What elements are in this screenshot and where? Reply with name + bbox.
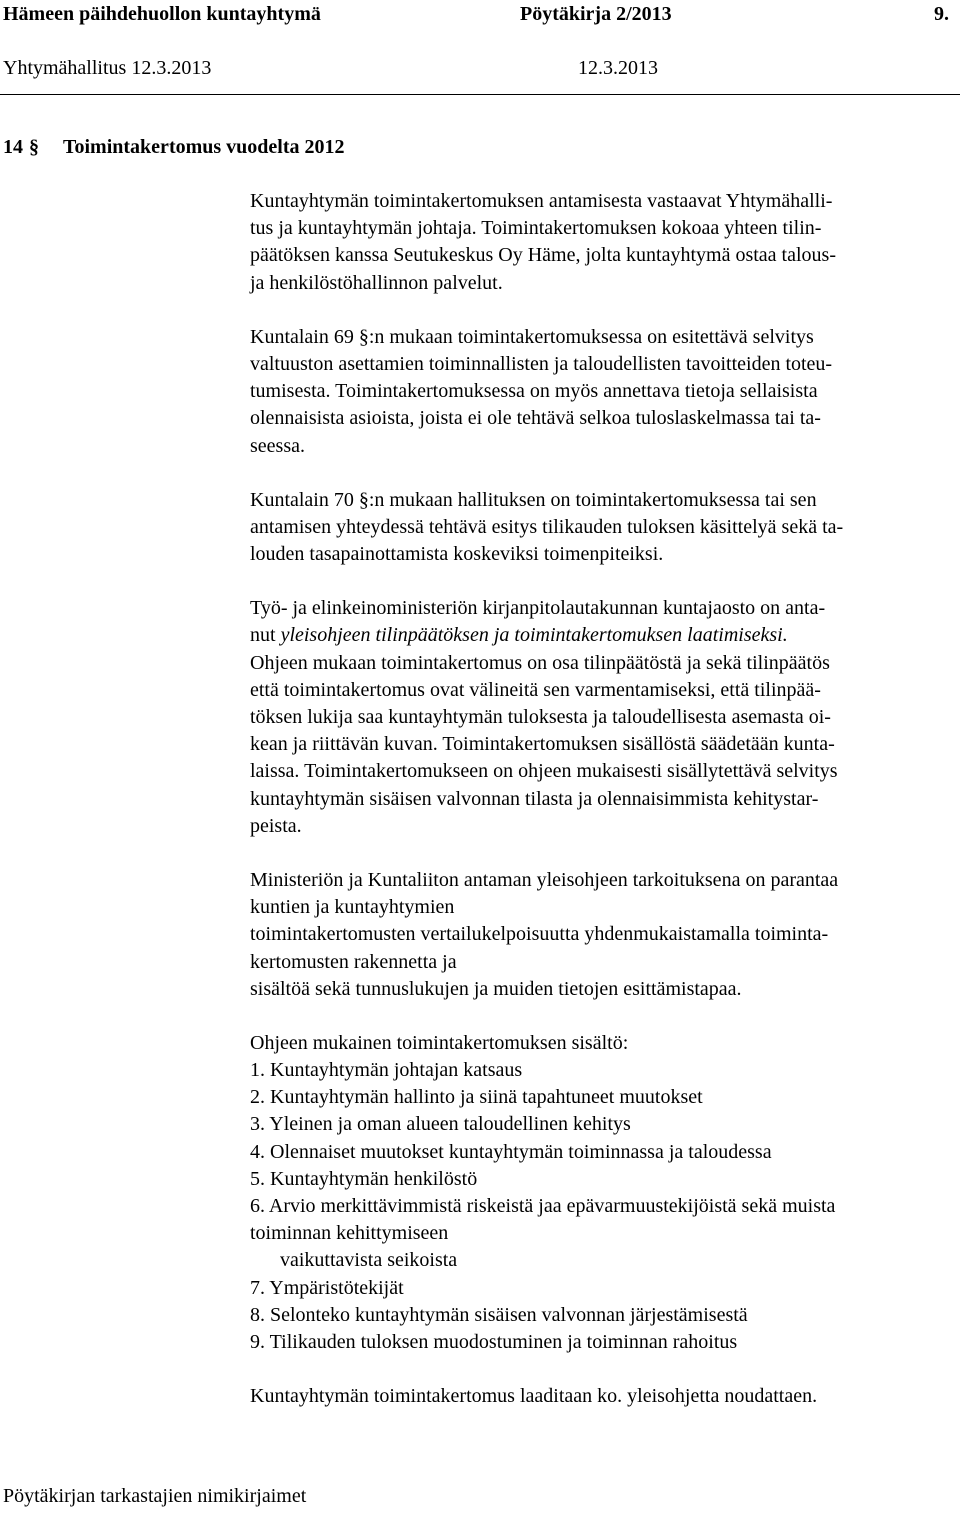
- text-line: kean ja riittävän kuvan. Toimintakertomuksen sisällöstä säädetään kunta-: [250, 733, 835, 756]
- paragraph-gap: [250, 460, 950, 487]
- contents-list: [250, 1030, 950, 1356]
- text-line: olennaisista asioista, joista ei ole tehtävä selkoa tuloslaskelmassa tai ta-: [250, 407, 821, 430]
- text-line: peista.: [250, 814, 302, 837]
- paragraph-4: [250, 595, 950, 840]
- list-item: 6. Arvio merkittävimmistä riskeistä jaa epävarmuustekijöistä sekä muista: [250, 1195, 836, 1217]
- text-line: töksen lukija saa kuntayhtymän tuloksesta ja taloudellisesta asemasta oi-: [250, 706, 831, 728]
- text-line: Ministeriön ja Kuntaliiton antaman yleisohjeen tarkoituksena on parantaa: [250, 868, 839, 891]
- text-line: kuntayhtymän sisäisen valvonnan tilasta ja olennaisimmista kehitystar-: [250, 787, 819, 810]
- text-line: kertomusten rakennetta ja: [250, 950, 457, 973]
- text-line: ja henkilöstöhallinnon palvelut.: [250, 271, 503, 294]
- paragraph-gap: [250, 840, 950, 867]
- text-line: Kuntalain 69 §:n mukaan toimintakertomuksessa on esitettävä selvitys: [250, 325, 814, 348]
- document-title: Pöytäkirja 2/2013: [520, 3, 672, 25]
- text-span: nut: [250, 624, 281, 647]
- page-number: 9.: [934, 3, 949, 25]
- text-line: tumisesta. Toimintakertomuksessa on myös annettava tietoja sellaisista: [250, 380, 818, 403]
- header-top-line: [0, 2, 960, 26]
- text-line: että toimintakertomus ovat välineitä sen varmentamiseksi, että tilinpää-: [250, 678, 821, 701]
- paragraph-gap: [250, 568, 950, 595]
- section-symbol: §: [29, 136, 39, 158]
- meeting-date: 12.3.2013: [578, 57, 658, 79]
- list-item-continued: toiminnan kehittymiseen: [250, 1222, 449, 1245]
- text-line: louden tasapainottamista koskeviksi toimenpiteiksi.: [250, 543, 664, 566]
- list-item: 2. Kuntayhtymän hallinto ja siinä tapahtuneet muutokset: [250, 1086, 703, 1109]
- text-line: sisältöä sekä tunnuslukujen ja muiden tietojen esittämistapaa.: [250, 977, 742, 1000]
- text-line: Kuntayhtymän toimintakertomuksen antamisesta vastaavat Yhtymähalli-: [250, 190, 833, 212]
- closing-paragraph: Kuntayhtymän toimintakertomus laaditaan ko. yleisohjetta noudattaen.: [250, 1385, 818, 1408]
- text-line: tus ja kuntayhtymän johtaja. Toimintakertomuksen kokoaa yhteen tilin-: [250, 217, 822, 240]
- section-number: 14: [3, 136, 23, 158]
- header-divider: [0, 94, 960, 95]
- list-item: 3. Yleinen ja oman alueen taloudellinen kehitys: [250, 1113, 631, 1136]
- list-item: 5. Kuntayhtymän henkilöstö: [250, 1167, 478, 1190]
- paragraph-3: [250, 487, 950, 569]
- text-line: toimintakertomusten vertailukelpoisuutta yhdenmukaistamalla toiminta-: [250, 923, 829, 946]
- organization-name: Hämeen päihdehuollon kuntayhtymä: [3, 3, 321, 25]
- section-title: [3, 135, 345, 159]
- paragraph-1: [250, 188, 950, 297]
- text-line: valtuuston asettamien toiminnallisten ja taloudellisten tavoitteiden toteu-: [250, 352, 833, 375]
- text-line: kuntien ja kuntayhtymien: [250, 896, 455, 919]
- paragraph-gap: [250, 297, 950, 324]
- list-intro: Ohjeen mukainen toimintakertomuksen sisältö:: [250, 1031, 629, 1054]
- guideline-title-italic: yleisohjeen tilinpäätöksen ja toimintakertomuksen laatimiseksi.: [280, 624, 788, 647]
- document-body: [250, 188, 950, 1410]
- list-item: 1. Kuntayhtymän johtajan katsaus: [250, 1059, 523, 1082]
- list-item-continued: vaikuttavista seikoista: [280, 1249, 458, 1272]
- list-item: 8. Selonteko kuntayhtymän sisäisen valvonnan järjestämisestä: [250, 1303, 748, 1326]
- text-line: päätöksen kanssa Seutukeskus Oy Häme, jolta kuntayhtymä ostaa talous-: [250, 244, 836, 267]
- text-line: antamisen yhteydessä tehtävä esitys tilikauden tuloksen käsittelyä sekä ta-: [250, 515, 844, 538]
- footer-initials-label: Pöytäkirjan tarkastajien nimikirjaimet: [3, 1485, 307, 1507]
- header-meeting-line: [0, 56, 960, 80]
- text-line: [250, 622, 950, 649]
- paragraph-2: [250, 324, 950, 460]
- section-heading: Toimintakertomus vuodelta 2012: [63, 136, 345, 158]
- text-line: Ohjeen mukaan toimintakertomus on osa tilinpäätöstä ja sekä tilinpäätös: [250, 651, 830, 674]
- list-item: 4. Olennaiset muutokset kuntayhtymän toiminnassa ja taloudessa: [250, 1140, 772, 1163]
- paragraph-gap: [250, 1003, 950, 1030]
- text-line: Työ- ja elinkeinoministeriön kirjanpitolautakunnan kuntajaosto on anta-: [250, 597, 826, 620]
- paragraph-gap: [250, 1356, 950, 1383]
- text-line: laissa. Toimintakertomukseen on ohjeen mukaisesti sisällytettävä selvitys: [250, 760, 838, 783]
- text-line: seessa.: [250, 434, 305, 457]
- list-item: 9. Tilikauden tuloksen muodostuminen ja toiminnan rahoitus: [250, 1330, 738, 1353]
- paragraph-5: [250, 867, 950, 1003]
- list-item: 7. Ympäristötekijät: [250, 1276, 404, 1299]
- meeting-body: Yhtymähallitus 12.3.2013: [3, 57, 212, 79]
- text-line: Kuntalain 70 §:n mukaan hallituksen on toimintakertomuksessa tai sen: [250, 488, 817, 511]
